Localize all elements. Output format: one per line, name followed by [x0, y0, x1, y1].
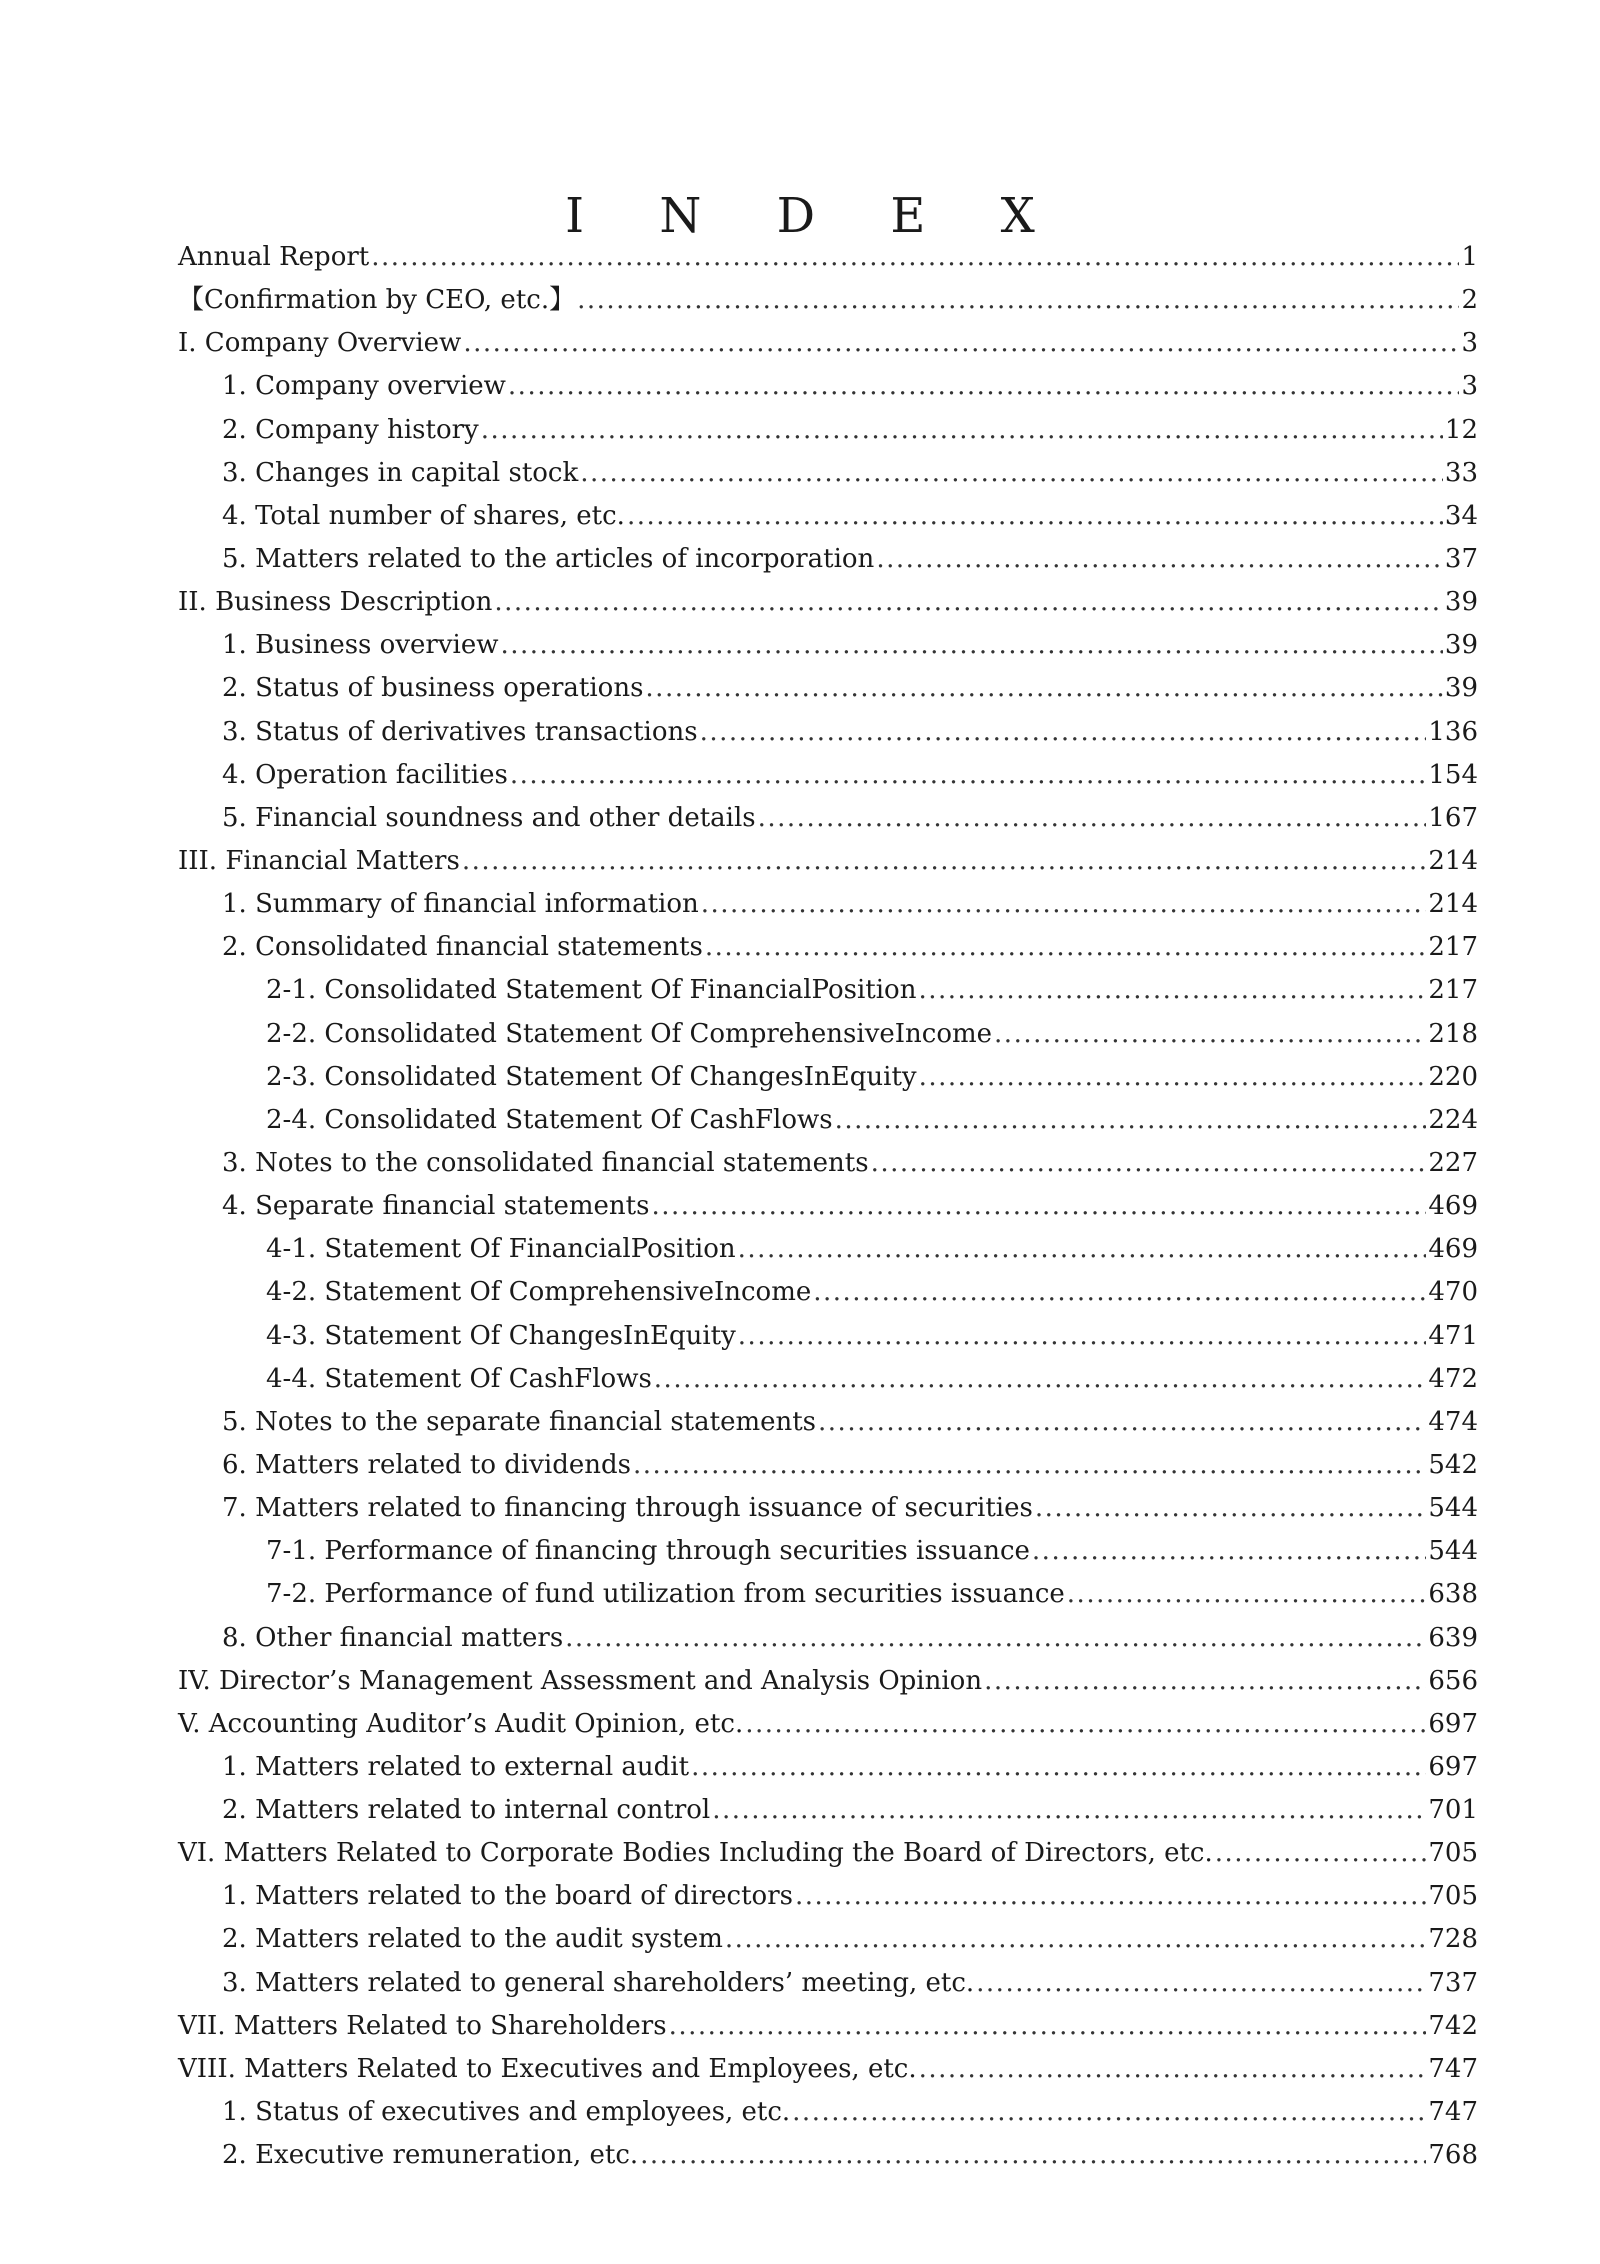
toc-entry[interactable]	[178, 2091, 1478, 2134]
toc-page-number: 214	[1428, 845, 1478, 876]
dot-leader	[580, 452, 1443, 495]
toc-entry[interactable]	[178, 1056, 1478, 1099]
toc-entry-title: Annual Report	[178, 242, 370, 272]
toc-page-number: 12	[1444, 414, 1478, 445]
toc-entry[interactable]	[178, 1142, 1478, 1185]
toc-page-number: 542	[1428, 1449, 1478, 1480]
toc-page-number: 742	[1428, 2010, 1478, 2041]
toc-page-number: 3	[1461, 328, 1478, 359]
toc-entry-title: 2. Executive remuneration, etc.	[222, 2140, 639, 2171]
table-of-contents	[178, 236, 1478, 2177]
toc-page-number: 33	[1444, 457, 1478, 488]
toc-entry[interactable]	[178, 322, 1478, 365]
toc-entry-title: 4-1. Statement Of FinancialPosition	[266, 1234, 736, 1265]
dot-leader	[1035, 1487, 1427, 1530]
toc-entry[interactable]	[178, 2005, 1478, 2048]
toc-page-number: 3	[1461, 371, 1478, 402]
toc-entry-title: 5. Notes to the separate financial statements	[222, 1406, 817, 1437]
toc-entry[interactable]	[178, 1099, 1478, 1142]
toc-entry-title: I. Company Overview	[178, 328, 462, 359]
toc-entry-title: 5. Financial soundness and other details	[222, 802, 756, 833]
toc-entry[interactable]	[178, 236, 1478, 279]
toc-entry-title: V. Accounting Auditor’s Audit Opinion, etc.	[178, 1708, 744, 1739]
toc-entry-title: 2. Matters related to internal control	[222, 1795, 711, 1826]
dot-leader	[462, 840, 1427, 883]
toc-page-number: 224	[1428, 1104, 1478, 1135]
toc-entry-title: 1. Matters related to the board of directors	[222, 1881, 793, 1912]
dot-leader	[738, 1228, 1427, 1271]
dot-leader	[565, 1617, 1426, 1660]
toc-entry-title: 7-1. Performance of financing through securities issuance	[266, 1536, 1030, 1567]
toc-page-number: 217	[1428, 975, 1478, 1006]
dot-leader	[508, 365, 1460, 408]
toc-entry[interactable]	[178, 1746, 1478, 1789]
toc-entry[interactable]	[178, 495, 1478, 538]
toc-entry[interactable]	[178, 1573, 1478, 1616]
toc-entry[interactable]	[178, 1660, 1478, 1703]
dot-leader	[795, 1875, 1426, 1918]
toc-entry-title: VI. Matters Related to Corporate Bodies Including the Board of Directors, etc.	[178, 1838, 1213, 1869]
toc-entry[interactable]	[178, 581, 1478, 624]
toc-entry-title: 3. Matters related to general shareholders’ meeting, etc.	[222, 1967, 975, 1998]
toc-entry-title: 8. Other financial matters	[222, 1622, 564, 1653]
dot-leader	[1067, 1573, 1427, 1616]
dot-leader	[640, 2134, 1426, 2177]
toc-page-number: 167	[1428, 802, 1478, 833]
dot-leader	[712, 1789, 1426, 1832]
dot-leader	[654, 1358, 1427, 1401]
toc-entry[interactable]	[178, 1617, 1478, 1660]
toc-entry-title: 3. Status of derivatives transactions	[222, 716, 698, 747]
dot-leader	[745, 1703, 1426, 1746]
toc-page-number: 697	[1428, 1708, 1478, 1739]
toc-page-number: 220	[1428, 1061, 1478, 1092]
toc-page-number: 697	[1428, 1751, 1478, 1782]
toc-page-number: 34	[1444, 500, 1478, 531]
toc-page-number: 638	[1428, 1579, 1478, 1610]
toc-page-number: 737	[1428, 1967, 1478, 1998]
toc-entry-title: 【Confirmation by CEO, etc.】	[178, 285, 576, 316]
toc-entry[interactable]	[178, 1918, 1478, 1961]
dot-leader	[669, 2005, 1427, 2048]
toc-page-number: 469	[1428, 1234, 1478, 1265]
toc-page-number: 656	[1428, 1665, 1478, 1696]
dot-leader	[725, 1918, 1426, 1961]
toc-entry[interactable]	[178, 279, 1478, 322]
toc-entry[interactable]	[178, 1358, 1478, 1401]
toc-entry[interactable]	[178, 1530, 1478, 1573]
toc-entry[interactable]	[178, 797, 1478, 840]
toc-page-number: 705	[1428, 1838, 1478, 1869]
toc-entry-title: 4-2. Statement Of ComprehensiveIncome	[266, 1277, 812, 1308]
dot-leader	[994, 1013, 1426, 1056]
toc-entry[interactable]	[178, 1703, 1478, 1746]
toc-entry[interactable]	[178, 1185, 1478, 1228]
toc-entry[interactable]	[178, 1832, 1478, 1875]
dot-leader	[494, 581, 1443, 624]
dot-leader	[463, 322, 1459, 365]
toc-entry[interactable]	[178, 926, 1478, 969]
dot-leader	[871, 1142, 1427, 1185]
toc-entry[interactable]	[178, 452, 1478, 495]
toc-entry-title: 2-4. Consolidated Statement Of CashFlows	[266, 1104, 833, 1135]
dot-leader	[818, 1401, 1426, 1444]
toc-page-number: 37	[1444, 543, 1478, 574]
toc-entry-title: VIII. Matters Related to Executives and Employees, etc.	[178, 2053, 917, 2084]
toc-entry-title: 2-3. Consolidated Statement Of ChangesInEquity	[266, 1061, 917, 1092]
toc-entry[interactable]	[178, 2048, 1478, 2091]
dot-leader	[738, 1315, 1427, 1358]
toc-page-number: 472	[1428, 1363, 1478, 1394]
dot-leader	[481, 409, 1443, 452]
toc-entry-title: 1. Matters related to external audit	[222, 1751, 690, 1782]
dot-leader	[918, 969, 1426, 1012]
toc-page-number: 227	[1428, 1147, 1478, 1178]
toc-entry[interactable]	[178, 1013, 1478, 1056]
toc-entry-title: 2. Consolidated financial statements	[222, 932, 703, 963]
toc-page-number: 728	[1428, 1924, 1478, 1955]
toc-entry-title: 1. Company overview	[222, 371, 506, 402]
toc-entry-title: 2-2. Consolidated Statement Of ComprehensiveIncome	[266, 1018, 993, 1049]
toc-page-number: 1	[1461, 242, 1478, 272]
dot-leader	[371, 236, 1459, 279]
toc-entry[interactable]	[178, 1789, 1478, 1832]
dot-leader	[1215, 1832, 1427, 1875]
toc-page-number: 470	[1428, 1277, 1478, 1308]
toc-page-number: 39	[1444, 587, 1478, 618]
dot-leader	[651, 1185, 1426, 1228]
dot-leader	[792, 2091, 1426, 2134]
dot-leader	[627, 495, 1443, 538]
toc-entry-title: 7-2. Performance of fund utilization from securities issuance	[266, 1579, 1065, 1610]
toc-page-number: 39	[1444, 630, 1478, 661]
toc-entry-title: 3. Changes in capital stock	[222, 457, 579, 488]
toc-page-number: 474	[1428, 1406, 1478, 1437]
toc-page-number: 768	[1428, 2140, 1478, 2171]
toc-entry-title: 4-3. Statement Of ChangesInEquity	[266, 1320, 736, 1351]
dot-leader	[813, 1271, 1426, 1314]
toc-page-number: 639	[1428, 1622, 1478, 1653]
dot-leader	[984, 1660, 1426, 1703]
toc-entry-title: 2-1. Consolidated Statement Of FinancialPosition	[266, 975, 917, 1006]
toc-entry-title: 2. Matters related to the audit system	[222, 1924, 723, 1955]
toc-entry[interactable]	[178, 1271, 1478, 1314]
toc-page-number: 544	[1428, 1493, 1478, 1524]
toc-entry-title: 4. Operation facilities	[222, 759, 508, 790]
toc-page-number: 218	[1428, 1018, 1478, 1049]
toc-entry[interactable]	[178, 1228, 1478, 1271]
toc-entry-title: 2. Company history	[222, 414, 479, 445]
toc-entry-title: 4. Separate financial statements	[222, 1191, 650, 1222]
dot-leader	[835, 1099, 1427, 1142]
dot-leader	[876, 538, 1443, 581]
toc-page-number: 747	[1428, 2097, 1478, 2128]
toc-page-number: 544	[1428, 1536, 1478, 1567]
toc-entry[interactable]	[178, 1962, 1478, 2005]
toc-entry[interactable]	[178, 667, 1478, 710]
toc-entry-title: II. Business Description	[178, 587, 493, 618]
toc-entry[interactable]	[178, 2134, 1478, 2177]
dot-leader	[633, 1444, 1426, 1487]
toc-entry[interactable]	[178, 754, 1478, 797]
dot-leader	[500, 624, 1442, 667]
dot-leader	[700, 711, 1427, 754]
toc-page-number: 705	[1428, 1881, 1478, 1912]
dot-leader	[691, 1746, 1426, 1789]
toc-entry-title: 5. Matters related to the articles of incorporation	[222, 543, 875, 574]
toc-entry-title: 1. Summary of financial information	[222, 889, 699, 920]
dot-leader	[701, 883, 1427, 926]
toc-entry-title: III. Financial Matters	[178, 845, 460, 876]
dot-leader	[758, 797, 1427, 840]
dot-leader	[645, 667, 1442, 710]
toc-entry-title: 6. Matters related to dividends	[222, 1449, 631, 1480]
toc-page-number: 701	[1428, 1795, 1478, 1826]
toc-page-number: 39	[1444, 673, 1478, 704]
toc-page-number: 136	[1428, 716, 1478, 747]
toc-entry[interactable]	[178, 1315, 1478, 1358]
toc-page-number: 2	[1461, 285, 1478, 316]
dot-leader	[577, 279, 1459, 322]
toc-page-number: 214	[1428, 889, 1478, 920]
toc-entry[interactable]	[178, 365, 1478, 408]
toc-page-number: 154	[1428, 759, 1478, 790]
toc-entry[interactable]	[178, 1401, 1478, 1444]
toc-entry[interactable]	[178, 969, 1478, 1012]
dot-leader	[1032, 1530, 1426, 1573]
toc-entry[interactable]	[178, 711, 1478, 754]
toc-entry[interactable]	[178, 1487, 1478, 1530]
toc-page-number: 747	[1428, 2053, 1478, 2084]
dot-leader	[705, 926, 1426, 969]
toc-page-number: 469	[1428, 1191, 1478, 1222]
toc-entry-title: 4. Total number of shares, etc.	[222, 500, 625, 531]
toc-entry[interactable]	[178, 624, 1478, 667]
toc-entry[interactable]	[178, 883, 1478, 926]
toc-entry-title: 3. Notes to the consolidated financial statements	[222, 1147, 869, 1178]
toc-entry-title: 1. Business overview	[222, 630, 499, 661]
toc-entry[interactable]	[178, 840, 1478, 883]
toc-entry-title: 2. Status of business operations	[222, 673, 644, 704]
toc-entry[interactable]	[178, 1875, 1478, 1918]
toc-page-number: 471	[1428, 1320, 1478, 1351]
toc-entry-title: 4-4. Statement Of CashFlows	[266, 1363, 652, 1394]
toc-entry-title: VII. Matters Related to Shareholders	[178, 2010, 667, 2041]
dot-leader	[976, 1962, 1426, 2005]
dot-leader	[919, 2048, 1427, 2091]
toc-entry-title: 1. Status of executives and employees, etc.	[222, 2097, 791, 2128]
dot-leader	[919, 1056, 1427, 1099]
toc-entry-title: 7. Matters related to financing through issuance of securities	[222, 1493, 1033, 1524]
dot-leader	[510, 754, 1426, 797]
toc-entry[interactable]	[178, 538, 1478, 581]
toc-entry[interactable]	[178, 1444, 1478, 1487]
index-title: I N D E X	[565, 188, 1065, 245]
toc-entry[interactable]	[178, 409, 1478, 452]
toc-entry-title: IV. Director’s Management Assessment and Analysis Opinion	[178, 1665, 983, 1696]
toc-page-number: 217	[1428, 932, 1478, 963]
